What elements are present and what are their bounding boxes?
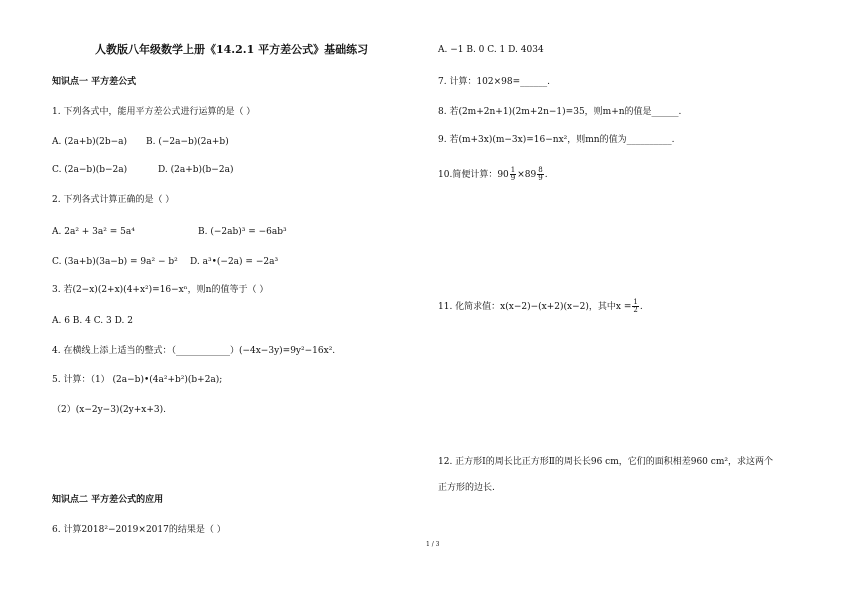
question-10-whole-a: 90 (497, 170, 509, 180)
question-6: 6. 计算2018²−2019×2017的结果是（ ） (52, 525, 226, 535)
question-1-option-a: A. (2a+b)(2b−a) (52, 137, 128, 147)
question-10-fraction-b-num: 8 (538, 166, 543, 174)
question-10-prefix: 10.简便计算： (438, 170, 498, 180)
question-9: 9. 若(m+3x)(m−3x)=16−nx²，则mn的值为__________. (438, 135, 675, 145)
question-1-option-d: D. (2a+b)(b−2a) (158, 165, 234, 175)
question-11-fraction (632, 299, 638, 314)
question-1-option-c: C. (2a−b)(b−2a) (52, 165, 128, 175)
question-3-options: A. 6 B. 4 C. 3 D. 2 (52, 316, 133, 326)
page-title: 人教版八年级数学上册《14.2.1 平方差公式》基础练习 (95, 43, 369, 56)
question-10-fraction-b-den: 9 (538, 174, 543, 182)
question-10-fraction-a (510, 167, 516, 182)
question-2-option-a: A. 2a² + 3a² = 5a⁴ (52, 227, 135, 237)
question-2: 2. 下列各式计算正确的是（ ） (52, 195, 175, 205)
question-10-fraction-b (537, 167, 543, 182)
question-8: 8. 若(2m+2n+1)(2m+2n−1)=35，则m+n的值是______. (438, 107, 682, 117)
question-12-line-2: 正方形的边长. (438, 483, 495, 493)
question-1: 1. 下列各式中，能用平方差公式进行运算的是（ ） (52, 107, 256, 117)
question-11-fraction-den: 2 (633, 306, 638, 314)
page-footer: 1 / 3 (426, 541, 440, 548)
question-3: 3. 若(2−x)(2+x)(4+x²)=16−xⁿ，则n的值等于（ ） (52, 285, 269, 295)
question-1-option-b: B. (−2a−b)(2a+b) (146, 137, 229, 147)
question-2-option-c: C. (3a+b)(3a−b) = 9a² − b² (52, 257, 178, 267)
question-10-mid: ×89 (517, 170, 537, 180)
section-heading-1: 知识点一 平方差公式 (52, 77, 137, 87)
question-10-fraction-a-num: 1 (510, 166, 516, 174)
question-11-text: 11. 化简求值：x(x−2)−(x+2)(x−2)，其中x = (438, 302, 632, 312)
question-10 (438, 166, 548, 184)
question-10-fraction-a-den: 9 (510, 174, 516, 182)
question-11-fraction-num: 1 (633, 298, 638, 306)
question-10-end: . (544, 170, 548, 180)
section-heading-2: 知识点二 平方差公式的应用 (52, 495, 164, 505)
question-12-line-1: 12. 正方形Ⅰ的周长比正方形Ⅱ的周长长96 cm，它们的面积相差960 cm²，求这两个 (438, 457, 773, 467)
question-7: 7. 计算：102×98=______. (438, 77, 551, 87)
question-5: 5. 计算：（1） (2a−b)•(4a²+b²)(b+2a); (52, 375, 223, 385)
question-11-end: . (639, 302, 643, 312)
question-2-option-d: D. a³•(−2a) = −2a³ (190, 257, 279, 267)
question-5-part-2: （2）(x−2y−3)(2y+x+3). (52, 405, 167, 415)
question-2-option-b: B. (−2ab)³ = −6ab³ (198, 227, 287, 237)
question-4: 4. 在横线上添上适当的整式：（____________）(−4x−3y)=9y²−16x². (52, 346, 336, 356)
question-11 (438, 298, 643, 316)
question-6-options: A. −1 B. 0 C. 1 D. 4034 (438, 45, 544, 55)
